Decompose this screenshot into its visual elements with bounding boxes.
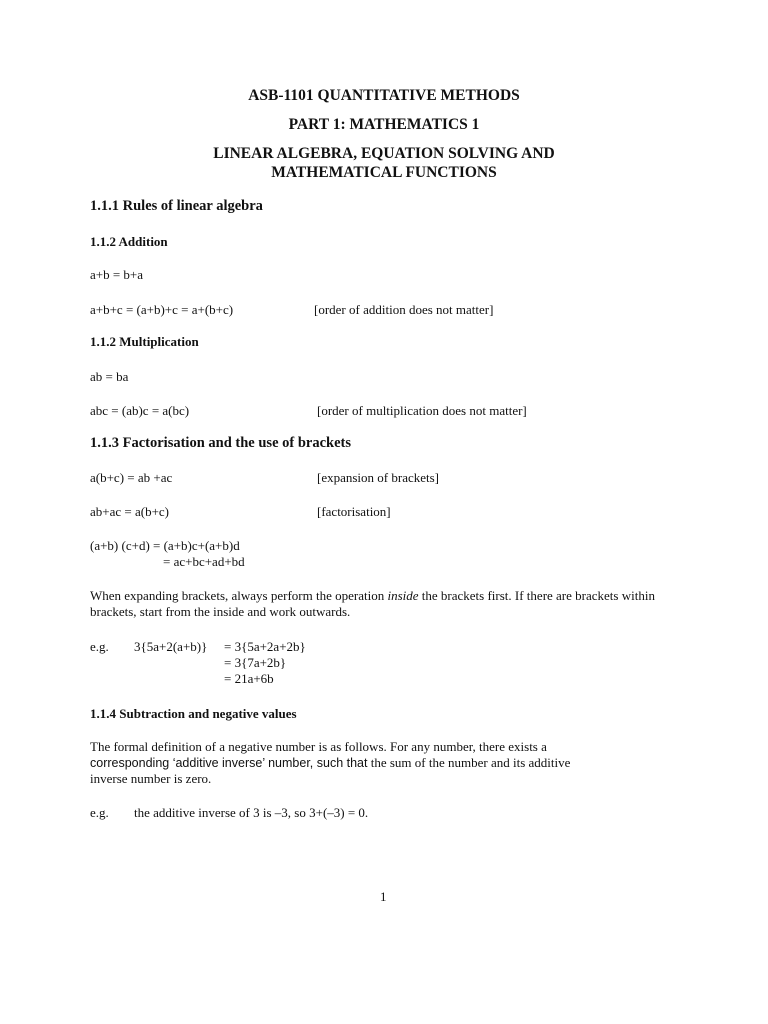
bracket-example-lhs: 3{5a+2(a+b)}	[134, 639, 208, 654]
brackets-paragraph-text-end: the brackets first. If there are brackets within brackets, start from the inside and work outwards.	[90, 588, 655, 619]
brackets-paragraph	[90, 588, 670, 620]
factorisation-note: [factorisation]	[317, 504, 391, 519]
heading-subtraction: 1.1.4 Subtraction and negative values	[90, 706, 297, 721]
bracket-example-step1: = 3{5a+2a+2b}	[224, 639, 306, 654]
heading-multiplication: 1.1.2 Multiplication	[90, 334, 199, 349]
negative-definition-sans-text: corresponding ‘additive inverse’ number, such that	[90, 756, 368, 770]
part-title: PART 1: MATHEMATICS 1	[288, 116, 480, 133]
additive-inverse-example-label: e.g.	[90, 805, 109, 820]
negative-definition-serif-text: the sum of the number and its additive	[367, 755, 571, 770]
addition-note: [order of addition does not matter]	[314, 302, 494, 317]
multiplication-note: [order of multiplication does not matter]	[317, 403, 527, 418]
course-title: ASB-1101 QUANTITATIVE METHODS	[248, 87, 520, 104]
negative-definition-line2	[90, 755, 570, 771]
addition-associative-equation: a+b+c = (a+b)+c = a+(b+c)	[90, 302, 234, 317]
bracket-product-equation-line2: = ac+bc+ad+bd	[163, 554, 245, 569]
brackets-paragraph-emphasis: inside	[387, 588, 419, 603]
addition-commutative-equation: a+b = b+a	[90, 267, 144, 282]
heading-rules-of-linear-algebra: 1.1.1 Rules of linear algebra	[90, 198, 263, 214]
topic-title-line1: LINEAR ALGEBRA, EQUATION SOLVING AND	[213, 145, 555, 162]
negative-definition-line3: inverse number is zero.	[90, 771, 212, 786]
bracket-example-step2: = 3{7a+2b}	[224, 655, 287, 670]
brackets-paragraph-text: When expanding brackets, always perform the operation	[90, 588, 388, 603]
topic-title-line2: MATHEMATICAL FUNCTIONS	[271, 164, 497, 181]
additive-inverse-example: the additive inverse of 3 is –3, so 3+(–3) = 0.	[134, 805, 369, 820]
expansion-equation: a(b+c) = ab +ac	[90, 470, 173, 485]
heading-addition: 1.1.2 Addition	[90, 234, 168, 249]
bracket-example-step3: = 21a+6b	[224, 671, 274, 686]
negative-definition-line1: The formal definition of a negative number is as follows. For any number, there exists a	[90, 739, 547, 754]
bracket-product-equation-line1: (a+b) (c+d) = (a+b)c+(a+b)d	[90, 538, 240, 553]
factorisation-equation: ab+ac = a(b+c)	[90, 504, 170, 519]
bracket-example-label: e.g.	[90, 639, 109, 654]
heading-factorisation: 1.1.3 Factorisation and the use of brackets	[90, 435, 351, 451]
expansion-note: [expansion of brackets]	[317, 470, 440, 485]
multiplication-associative-equation: abc = (ab)c = a(bc)	[90, 403, 190, 418]
multiplication-commutative-equation: ab = ba	[90, 369, 129, 384]
page-number: 1	[380, 889, 387, 904]
